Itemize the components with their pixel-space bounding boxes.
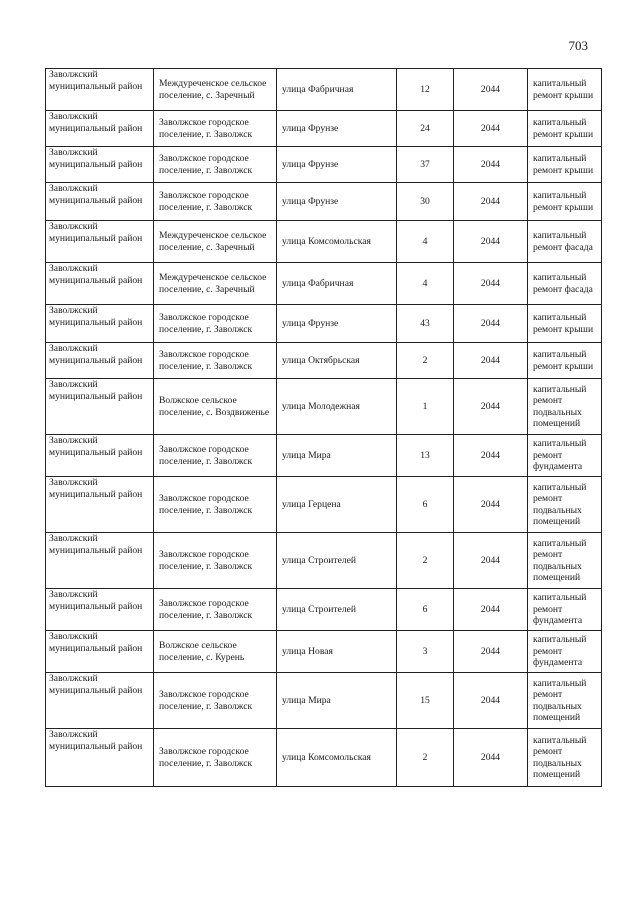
district-cell: Заволжский муниципальный район <box>46 729 154 787</box>
house-number-cell: 2 <box>397 533 454 589</box>
year-cell: 2044 <box>454 147 528 183</box>
year-cell: 2044 <box>454 477 528 533</box>
settlement-cell: Заволжское городское поселение, г. Заволжск <box>154 589 277 631</box>
work-type-cell: капитальный ремонт крыши <box>528 147 602 183</box>
table-row <box>46 343 602 379</box>
year-cell: 2044 <box>454 69 528 111</box>
district-cell: Заволжский муниципальный район <box>46 111 154 147</box>
work-type-cell: капитальный ремонт крыши <box>528 305 602 343</box>
year-cell: 2044 <box>454 263 528 305</box>
year-cell: 2044 <box>454 631 528 673</box>
street-cell: улица Новая <box>277 631 397 673</box>
district-cell: Заволжский муниципальный район <box>46 69 154 111</box>
settlement-cell: Волжское сельское поселение, с. Воздвиженье <box>154 379 277 435</box>
settlement-cell: Заволжское городское поселение, г. Заволжск <box>154 343 277 379</box>
year-cell: 2044 <box>454 379 528 435</box>
street-cell: улица Мира <box>277 673 397 729</box>
settlement-cell: Междуреченское сельское поселение, с. Заречный <box>154 221 277 263</box>
table-row <box>46 183 602 221</box>
district-cell: Заволжский муниципальный район <box>46 673 154 729</box>
settlement-cell: Заволжское городское поселение, г. Заволжск <box>154 435 277 477</box>
year-cell: 2044 <box>454 221 528 263</box>
table-row <box>46 435 602 477</box>
work-type-cell: капитальный ремонт фундамента <box>528 435 602 477</box>
house-number-cell: 2 <box>397 343 454 379</box>
house-number-cell: 4 <box>397 221 454 263</box>
table-row <box>46 147 602 183</box>
work-type-cell: капитальный ремонт фасада <box>528 263 602 305</box>
table-row <box>46 221 602 263</box>
house-number-cell: 6 <box>397 589 454 631</box>
work-type-cell: капитальный ремонт фасада <box>528 221 602 263</box>
district-cell: Заволжский муниципальный район <box>46 435 154 477</box>
work-type-cell: капитальный ремонт крыши <box>528 343 602 379</box>
settlement-cell: Междуреченское сельское поселение, с. Заречный <box>154 69 277 111</box>
street-cell: улица Октябрьская <box>277 343 397 379</box>
district-cell: Заволжский муниципальный район <box>46 589 154 631</box>
year-cell: 2044 <box>454 589 528 631</box>
street-cell: улица Комсомольская <box>277 221 397 263</box>
district-cell: Заволжский муниципальный район <box>46 631 154 673</box>
settlement-cell: Заволжское городское поселение, г. Заволжск <box>154 477 277 533</box>
table-row <box>46 533 602 589</box>
street-cell: улица Фабричная <box>277 263 397 305</box>
district-cell: Заволжский муниципальный район <box>46 183 154 221</box>
work-type-cell: капитальный ремонт подвальных помещений <box>528 673 602 729</box>
street-cell: улица Строителей <box>277 589 397 631</box>
street-cell: улица Герцена <box>277 477 397 533</box>
house-number-cell: 37 <box>397 147 454 183</box>
year-cell: 2044 <box>454 343 528 379</box>
table-row <box>46 477 602 533</box>
street-cell: улица Фрунзе <box>277 111 397 147</box>
street-cell: улица Комсомольская <box>277 729 397 787</box>
settlement-cell: Заволжское городское поселение, г. Заволжск <box>154 305 277 343</box>
table-row <box>46 589 602 631</box>
work-type-cell: капитальный ремонт подвальных помещений <box>528 729 602 787</box>
settlement-cell: Заволжское городское поселение, г. Заволжск <box>154 533 277 589</box>
street-cell: улица Мира <box>277 435 397 477</box>
district-cell: Заволжский муниципальный район <box>46 221 154 263</box>
district-cell: Заволжский муниципальный район <box>46 533 154 589</box>
district-cell: Заволжский муниципальный район <box>46 263 154 305</box>
street-cell: улица Строителей <box>277 533 397 589</box>
house-number-cell: 15 <box>397 673 454 729</box>
work-type-cell: капитальный ремонт подвальных помещений <box>528 477 602 533</box>
year-cell: 2044 <box>454 435 528 477</box>
year-cell: 2044 <box>454 533 528 589</box>
district-cell: Заволжский муниципальный район <box>46 477 154 533</box>
district-cell: Заволжский муниципальный район <box>46 379 154 435</box>
table-row <box>46 111 602 147</box>
work-type-cell: капитальный ремонт подвальных помещений <box>528 533 602 589</box>
house-number-cell: 4 <box>397 263 454 305</box>
settlement-cell: Волжское сельское поселение, с. Курень <box>154 631 277 673</box>
house-number-cell: 24 <box>397 111 454 147</box>
work-type-cell: капитальный ремонт крыши <box>528 183 602 221</box>
work-type-cell: капитальный ремонт фундамента <box>528 589 602 631</box>
table-row <box>46 305 602 343</box>
repair-schedule-table <box>45 68 602 787</box>
house-number-cell: 13 <box>397 435 454 477</box>
work-type-cell: капитальный ремонт крыши <box>528 69 602 111</box>
house-number-cell: 12 <box>397 69 454 111</box>
house-number-cell: 43 <box>397 305 454 343</box>
street-cell: улица Фрунзе <box>277 147 397 183</box>
district-cell: Заволжский муниципальный район <box>46 343 154 379</box>
street-cell: улица Фрунзе <box>277 305 397 343</box>
table-row <box>46 631 602 673</box>
work-type-cell: капитальный ремонт крыши <box>528 111 602 147</box>
year-cell: 2044 <box>454 673 528 729</box>
year-cell: 2044 <box>454 729 528 787</box>
work-type-cell: капитальный ремонт фундамента <box>528 631 602 673</box>
page-number: 703 <box>568 38 588 53</box>
street-cell: улица Фрунзе <box>277 183 397 221</box>
table-row <box>46 263 602 305</box>
settlement-cell: Заволжское городское поселение, г. Заволжск <box>154 111 277 147</box>
settlement-cell: Междуреченское сельское поселение, с. Заречный <box>154 263 277 305</box>
work-type-cell: капитальный ремонт подвальных помещений <box>528 379 602 435</box>
year-cell: 2044 <box>454 305 528 343</box>
settlement-cell: Заволжское городское поселение, г. Заволжск <box>154 729 277 787</box>
street-cell: улица Молодежная <box>277 379 397 435</box>
settlement-cell: Заволжское городское поселение, г. Заволжск <box>154 147 277 183</box>
table-row <box>46 69 602 111</box>
house-number-cell: 30 <box>397 183 454 221</box>
year-cell: 2044 <box>454 183 528 221</box>
house-number-cell: 1 <box>397 379 454 435</box>
district-cell: Заволжский муниципальный район <box>46 147 154 183</box>
table-body <box>46 69 602 787</box>
table-row <box>46 379 602 435</box>
table-row <box>46 673 602 729</box>
district-cell: Заволжский муниципальный район <box>46 305 154 343</box>
table-row <box>46 729 602 787</box>
street-cell: улица Фабричная <box>277 69 397 111</box>
year-cell: 2044 <box>454 111 528 147</box>
house-number-cell: 2 <box>397 729 454 787</box>
settlement-cell: Заволжское городское поселение, г. Заволжск <box>154 183 277 221</box>
settlement-cell: Заволжское городское поселение, г. Заволжск <box>154 673 277 729</box>
house-number-cell: 3 <box>397 631 454 673</box>
house-number-cell: 6 <box>397 477 454 533</box>
